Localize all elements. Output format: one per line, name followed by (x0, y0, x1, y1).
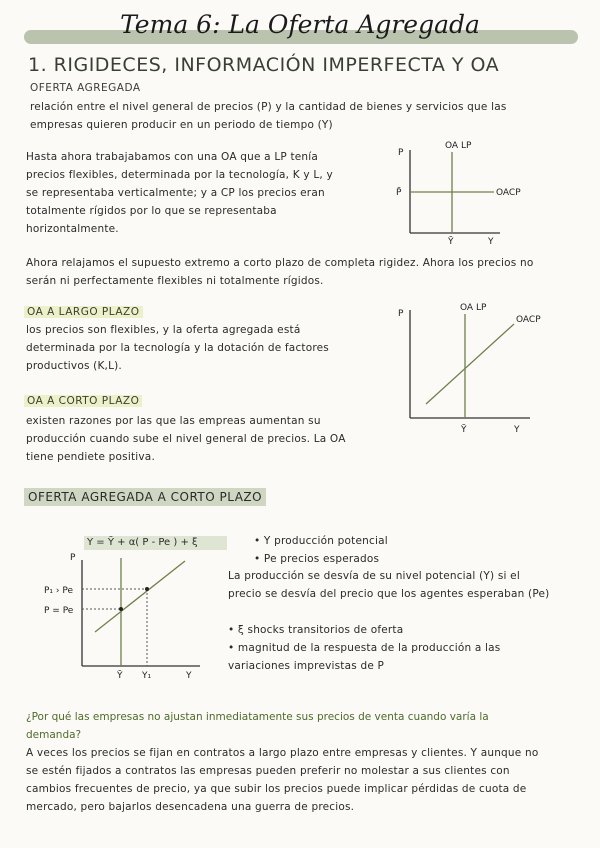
oacp-label: OACP (496, 188, 521, 198)
section-heading: 1. RIGIDECES, INFORMACIÓN IMPERFECTA Y OA (28, 54, 500, 76)
cp-text (26, 412, 346, 466)
y-label: Y (488, 237, 494, 247)
text-line: La producción se desvía de su nivel potencial (Y) si el (228, 570, 520, 582)
y1-label: Y₁ (142, 671, 152, 681)
subheading-oferta-agregada: OFERTA AGREGADA (30, 82, 141, 94)
answer (26, 744, 538, 816)
p-label: P (398, 148, 404, 158)
question (26, 708, 489, 744)
ybar-label: Ȳ (461, 425, 467, 435)
graph-oa-lp-cp (390, 300, 550, 440)
graph-oacp-shock (40, 548, 210, 683)
shocks-text (228, 621, 500, 675)
bullet-item: • Pe precios esperados (254, 553, 380, 565)
text-line: productivos (K,L). (26, 360, 122, 372)
text-line: demanda? (26, 729, 82, 741)
oacp-label: OACP (516, 315, 541, 325)
p1pe-label: P₁ › Pe (44, 586, 73, 596)
p-label: P (398, 309, 404, 319)
text-line: existen razones por las que las empreas aumentan su (26, 415, 321, 427)
oacp-line (426, 324, 514, 404)
y-label: Y (514, 425, 520, 435)
text-line: los precios son flexibles, y la oferta agregada está (26, 324, 301, 336)
text-line: determinada por la tecnología y la dotación de factores (26, 342, 329, 354)
oalp-label: OA LP (460, 303, 487, 313)
page-title: Tema 6: La Oferta Agregada (120, 10, 480, 39)
text-line: se estén fijados a contratos las empresas pueden preferir no molestar a sus clientes con (26, 765, 510, 777)
oacp-line (95, 561, 185, 632)
text-line: precio se desvía del precio que los agentes esperaban (Pe) (228, 588, 550, 600)
text-line: se representaba verticalmente; y a CP los precios eran (26, 187, 325, 199)
lp-text (26, 321, 329, 375)
text-line: variaciones imprevistas de P (228, 660, 385, 672)
text-line: totalmente rígidos por lo que se representaba (26, 205, 277, 217)
intro-text (26, 148, 333, 238)
text-line: precios flexibles, determinada por la tecnología, K y L, y (26, 169, 333, 181)
ybar-label: Ȳ (117, 671, 123, 681)
text-line: cambios frecuentes de precio, ya que subir los precios puede implicar pérdidas de cuota de (26, 783, 527, 795)
definition-text (30, 98, 507, 134)
p-label: P (70, 553, 76, 563)
text-line: A veces los precios se fijan en contratos a largo plazo entre empresas y clientes. Y aunque no (26, 747, 539, 759)
text-line: Ahora relajamos el supuesto extremo a corto plazo de completa rigidez. Ahora los precios no (26, 257, 534, 269)
shock-point (145, 587, 149, 591)
pbar-label: P̄ (396, 188, 402, 198)
oalp-label: OA LP (445, 141, 472, 151)
text-line: • magnitud de la respuesta de la producción a las (228, 642, 501, 654)
text-line: mercado, pero bajarlos desencadena una guerra de precios. (26, 801, 355, 813)
ppe-label: P = Pe (44, 606, 74, 616)
y-label: Y (186, 671, 192, 681)
equilibrium-point (119, 607, 123, 611)
lp-title: OA A LARGO PLAZO (24, 306, 143, 318)
text-line: empresas quieren producir en un periodo de tiempo (Y) (30, 119, 333, 131)
text-line: Hasta ahora trabajabamos con una OA que a LP tenía (26, 151, 319, 163)
text-line: horizontalmente. (26, 223, 119, 235)
ybar-label: Ȳ (448, 237, 454, 247)
text-line: tiene pendiete positiva. (26, 451, 155, 463)
relax-text (26, 254, 534, 290)
text-line: serán ni perfectamente flexibles ni totalmente rígidos. (26, 275, 324, 287)
equation: Y = Ȳ + α( P - Pe ) + ξ (84, 536, 227, 550)
text-line: relación entre el nivel general de precios (P) y la cantidad de bienes y servicios que las (30, 101, 507, 113)
graph-oa-rigid (390, 138, 540, 248)
section-banner: OFERTA AGREGADA A CORTO PLAZO (24, 488, 266, 506)
text-line: producción cuando sube el nivel general de precios. La OA (26, 433, 346, 445)
bullet-item: • Y producción potencial (254, 535, 388, 547)
cp-title: OA A CORTO PLAZO (24, 395, 142, 407)
text-line: ¿Por qué las empresas no ajustan inmediatamente sus precios de venta cuando varía la (26, 711, 489, 723)
desc-text (228, 567, 549, 603)
text-line: • ξ shocks transitorios de oferta (228, 624, 404, 636)
bullets (254, 532, 388, 568)
